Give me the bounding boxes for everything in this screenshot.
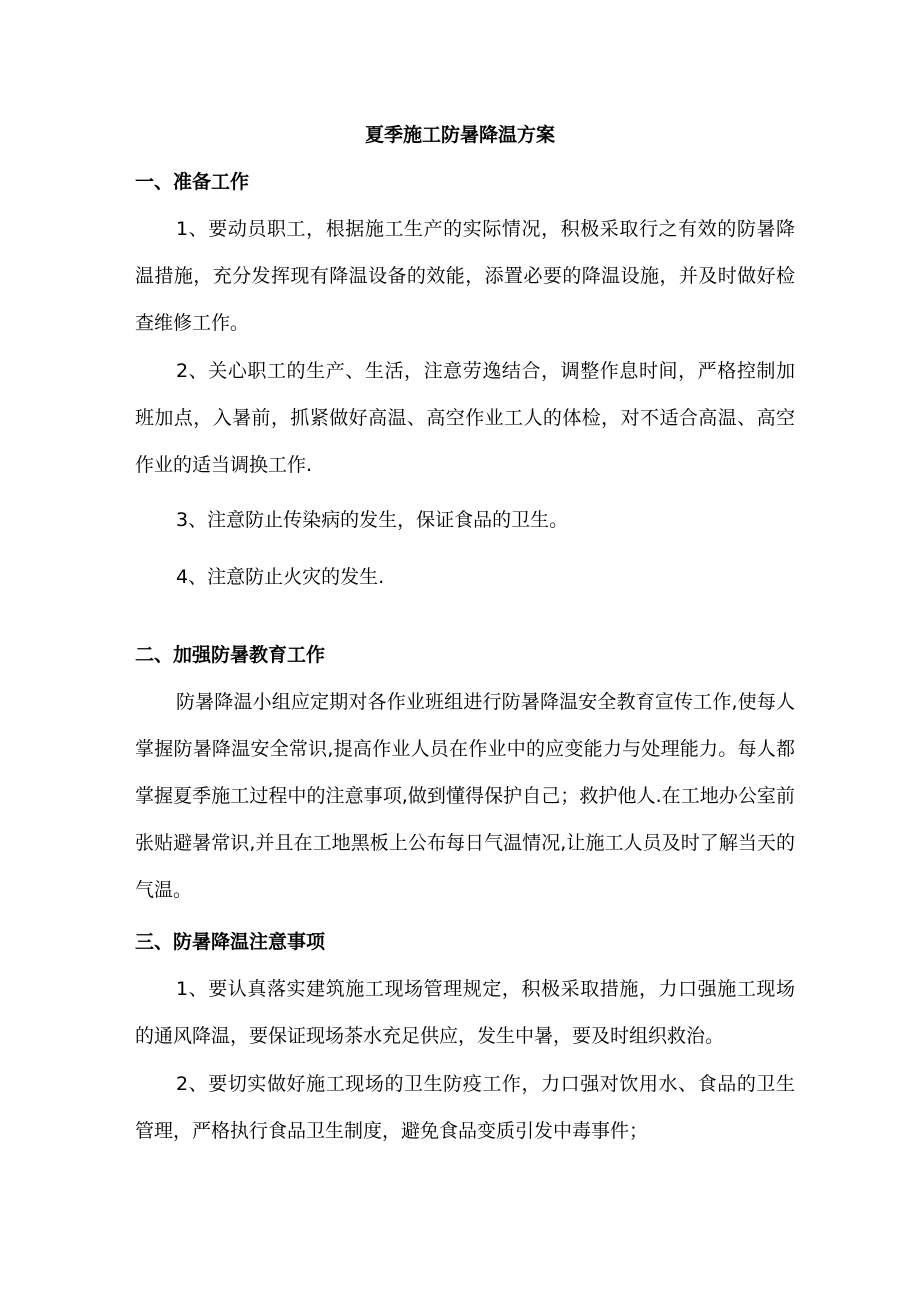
document-title: 夏季施工防暑降温方案 xyxy=(364,124,555,146)
paragraph-precautions-1: 1、要认真落实建筑施工现场管理规定，积极采取措施，力口强施工现场的通风降温，要保证现场茶水充足供应，发生中暑，要及时组织救治。 xyxy=(135,978,795,1047)
paragraph-preparation-3: 3、注意防止传染病的发生，保证食品的卫生。 xyxy=(176,509,569,531)
paragraph-education-1: 防暑降温小组应定期对各作业班组进行防暑降温安全教育宣传工作,使每人掌握防暑降温安全常识,提高作业人员在作业中的应变能力与处理能力。每人都掌握夏季施工过程中的注意事项,做到懂得保护自己；救护他人.在工地办公室前张贴避暑常识,并且在工地黑板上公布每日气温情况,让施工人员及时了解当天的气温。 xyxy=(135,691,795,901)
paragraph-preparation-1: 1、要动员职工，根据施工生产的实际情况，积极采取行之有效的防暑降温措施，充分发挥现有降温设备的效能，添置必要的降温设施，并及时做好检查维修工作。 xyxy=(135,218,795,334)
paragraph-preparation-2: 2、关心职工的生产、生活，注意劳逸结合，调整作息时间，严格控制加班加点，入暑前，抓紧做好高温、高空作业工人的体检，对不适合高温、高空作业的适当调换工作. xyxy=(135,360,795,476)
section-heading-precautions: 三、防暑降温注意事项 xyxy=(135,931,326,953)
paragraph-preparation-4: 4、注意防止火灾的发生. xyxy=(176,566,385,588)
section-heading-education: 二、加强防暑教育工作 xyxy=(135,644,326,666)
paragraph-precautions-2: 2、要切实做好施工现场的卫生防疫工作，力口强对饮用水、食品的卫生管理，严格执行食品卫生制度，避免食品变质引发中毒事件； xyxy=(135,1073,795,1142)
section-heading-preparation: 一、准备工作 xyxy=(135,171,250,193)
